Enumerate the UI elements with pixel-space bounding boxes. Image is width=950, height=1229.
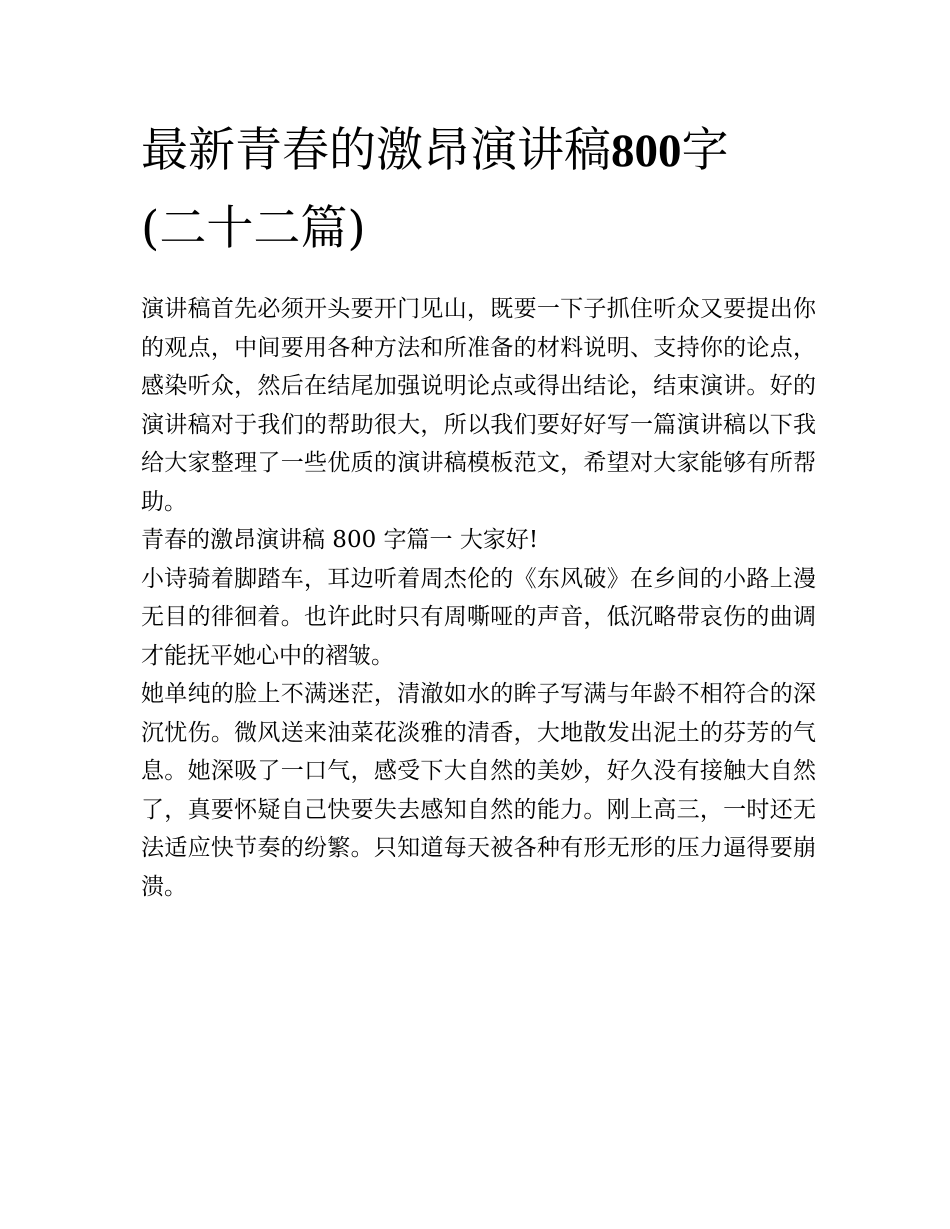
- title-main: 最新青春的激昂演讲稿: [141, 123, 611, 178]
- paragraph-face: 她单纯的脸上不满迷茫，清澈如水的眸子写满与年龄不相符合的深沉忧伤。微风送来油菜花淡雅的清香，大地散发出泥土的芬芳的气息。她深吸了一口气，感受下大自然的美妙，好久没有接触大自然了，真要怀疑自己快要失去感知自然的能力。刚上高三，一时还无法适应快节奏的纷繁。只知道每天被各种有形无形的压力逼得要崩溃。: [141, 681, 816, 900]
- title-number: 800: [611, 125, 682, 177]
- document-body: [141, 290, 816, 906]
- title-line-2: (二十二篇): [141, 201, 366, 256]
- document-content: [141, 112, 816, 906]
- paragraph-bicycle: 小诗骑着脚踏车，耳边听着周杰伦的《东风破》在乡间的小路上漫无目的徘徊着。也许此时只有周嘶哑的声音，低沉略带哀伤的曲调才能抚平她心中的褶皱。: [141, 565, 816, 669]
- paragraph-intro: 演讲稿首先必须开头要开门见山，既要一下子抓住听众又要提出你的观点，中间要用各种方法和所准备的材料说明、支持你的论点，感染听众，然后在结尾加强说明论点或得出结论，结束演讲。好的演讲稿对于我们的帮助很大，所以我们要好好写一篇演讲稿以下我给大家整理了一些优质的演讲稿模板范文，希望对大家能够有所帮助。: [141, 296, 816, 515]
- section-heading: 青春的激昂演讲稿 800 字篇一 大家好!: [141, 527, 539, 553]
- document-title: [141, 112, 816, 267]
- title-end: 字: [681, 123, 729, 178]
